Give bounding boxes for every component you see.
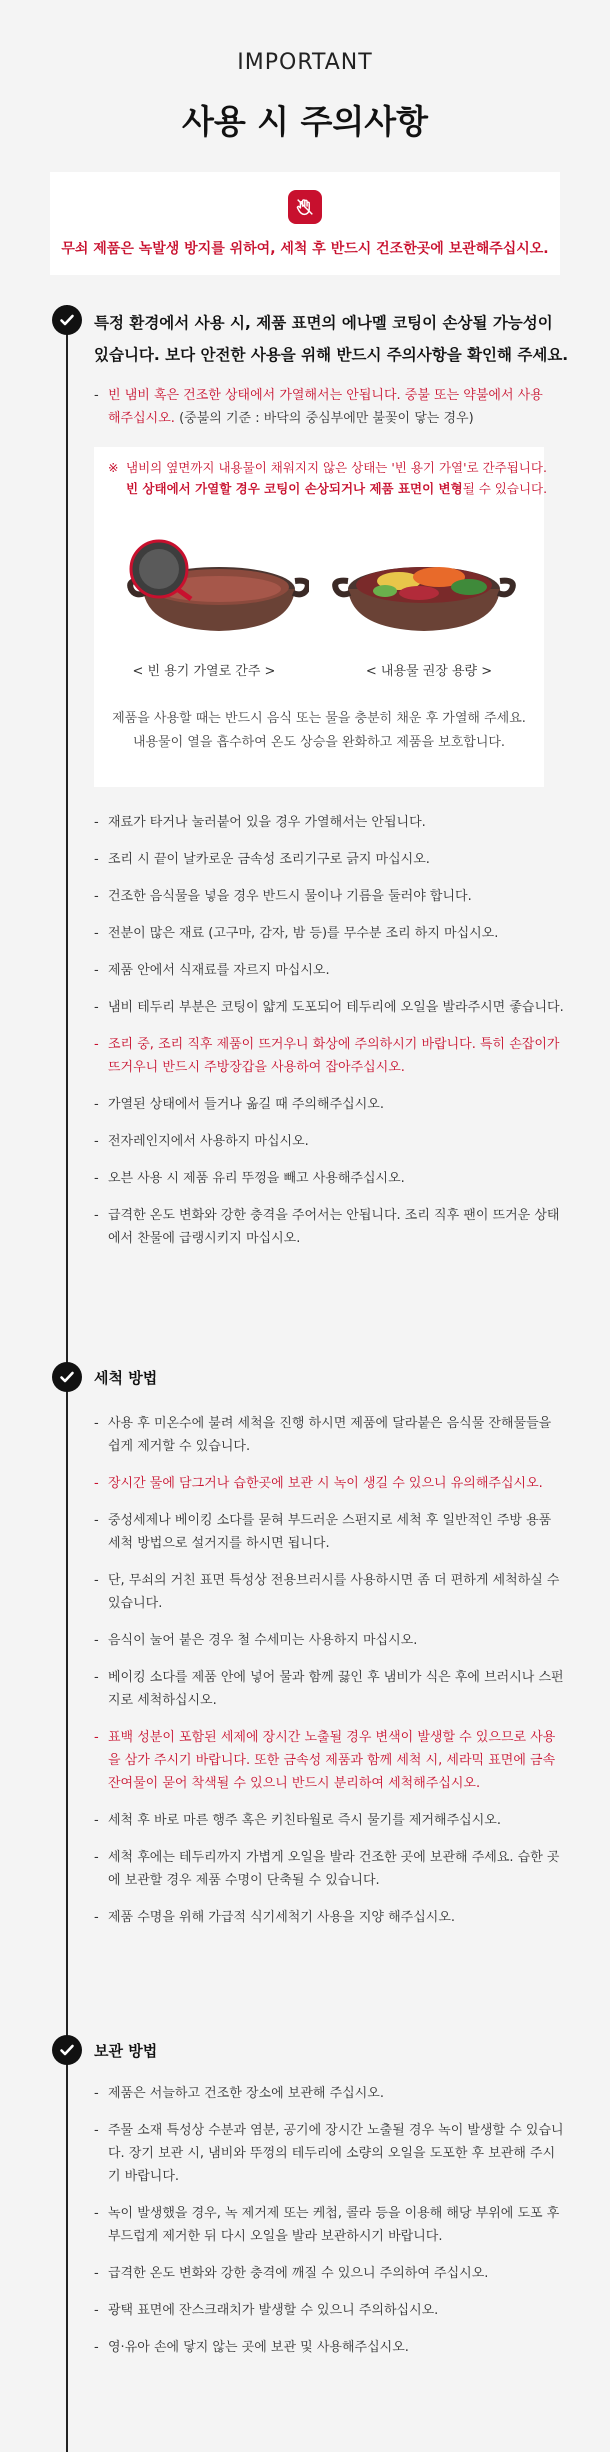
- page-subtitle: IMPORTANT: [237, 50, 373, 75]
- note-text-bold: 빈 상태에서 가열할 경우 코팅이 손상되거나 제품 표면이 변형: [126, 481, 463, 496]
- list-item: - 가열된 상태에서 들거나 옮길 때 주의해주십시오.: [94, 1093, 564, 1116]
- list-item: - 사용 후 미온수에 불려 세척을 진행 하시면 제품에 달라붙은 음식물 잔해물들을 쉽게 제거할 수 있습니다.: [94, 1412, 564, 1458]
- section-heading-caution: [94, 307, 574, 371]
- list-item: - 오븐 사용 시 제품 유리 뚜껑을 빼고 사용해주십시오.: [94, 1167, 564, 1190]
- list-item-text: (중불의 기준 : 바닥의 중심부에만 불꽃이 닿는 경우): [174, 411, 474, 426]
- filled-pan-image: [329, 537, 519, 637]
- note-text: 될 수 있습니다.: [462, 481, 548, 496]
- section-heading-line: 특정 환경에서 사용 시, 제품 표면의 에나멜 코팅이 손상될 가능성이: [94, 314, 553, 332]
- list-item: [94, 384, 554, 430]
- note-text: 냄비의 옆면까지 내용물이 채워지지 않은 상태는 '빈 용기 가열'로 간주됩니다.: [126, 460, 547, 475]
- list-item-red-text: 빈 냄비 혹은 건조한 상태에서 가열해서는 안됩니다. 중불 또는 약불에서 사용해주십시오.: [108, 388, 543, 426]
- section-heading-cleaning: 세척 방법: [94, 1369, 158, 1387]
- storage-list: [94, 2082, 564, 2373]
- list-item: - 중성세제나 베이킹 소다를 묻혀 부드러운 스펀지로 세척 후 일반적인 주방 용품 세척 방법으로 설거지를 하시면 됩니다.: [94, 1509, 564, 1555]
- notice-text: 무쇠 제품은 녹발생 방지를 위하여, 세척 후 반드시 건조한곳에 보관해주십시오.: [61, 241, 549, 257]
- list-item: - 주물 소재 특성상 수분과 염분, 공기에 장시간 노출될 경우 녹이 발생할 수 있습니다. 장기 보관 시, 냄비와 뚜껑의 테두리에 소량의 오일을 도포한 후 보관해 주시기 바랍니다.: [94, 2119, 564, 2188]
- list-item: - 냄비 테두리 부분은 코팅이 얇게 도포되어 테두리에 오일을 발라주시면 좋습니다.: [94, 996, 564, 1019]
- caution-list: [94, 811, 564, 1264]
- caption-empty: < 빈 용기 가열로 간주 >: [132, 664, 276, 679]
- list-item: - 급격한 온도 변화와 강한 충격을 주어서는 안됩니다. 조리 직후 팬이 뜨거운 상태에서 찬물에 급랭시키지 마십시오.: [94, 1204, 564, 1250]
- list-item: - 세척 후에는 테두리까지 가볍게 오일을 발라 건조한 곳에 보관해 주세요. 습한 곳에 보관할 경우 제품 수명이 단축될 수 있습니다.: [94, 1846, 564, 1892]
- list-item: - 재료가 타거나 눌러붙어 있을 경우 가열해서는 안됩니다.: [94, 811, 564, 834]
- check-icon: [52, 2035, 82, 2065]
- note-mark: ※: [108, 460, 119, 475]
- list-item: - 세척 후 바로 마른 행주 혹은 키친타월로 즉시 물기를 제거해주십시오.: [94, 1809, 564, 1832]
- list-item: - 조리 시 끝이 날카로운 금속성 조리기구로 긁지 마십시오.: [94, 848, 564, 871]
- hand-stop-icon: [288, 190, 322, 224]
- list-item: - 전자레인지에서 사용하지 마십시오.: [94, 1130, 564, 1153]
- list-item: - 녹이 발생했을 경우, 녹 제거제 또는 케첩, 콜라 등을 이용해 해당 부위에 도포 후 부드럽게 제거한 뒤 다시 오일을 발라 보관하시기 바랍니다.: [94, 2202, 564, 2248]
- page-title: 사용 시 주의사항: [181, 102, 429, 141]
- list-item: - 조리 중, 조리 직후 제품이 뜨거우니 화상에 주의하시기 바랍니다. 특히 손잡이가 뜨거우니 반드시 주방장갑을 사용하여 잡아주십시오.: [94, 1033, 564, 1079]
- empty-heating-info-box: [94, 447, 548, 787]
- caption-recommended: < 내용물 권장 용량 >: [365, 664, 493, 679]
- list-item: - 표백 성분이 포함된 세제에 장시간 노출될 경우 변색이 발생할 수 있으므로 사용을 삼가 주시기 바랍니다. 또한 금속성 제품과 함께 세척 시, 세라믹 표면에 금속 잔여물이 묻어 착색될 수 있으니 반드시 분리하여 세척해주십시오.: [94, 1726, 564, 1795]
- check-icon: [52, 1362, 82, 1392]
- box-note: [108, 457, 551, 499]
- box-description-line: 제품을 사용할 때는 반드시 음식 또는 물을 충분히 채운 후 가열해 주세요.: [112, 711, 526, 726]
- box-description: [94, 707, 544, 755]
- list-item: - 급격한 온도 변화와 강한 충격에 깨질 수 있으니 주의하여 주십시오.: [94, 2262, 564, 2285]
- list-item: - 전분이 많은 재료 (고구마, 감자, 밤 등)를 무수분 조리 하지 마십시오.: [94, 922, 564, 945]
- box-description-line: 내용물이 열을 흡수하여 온도 상승을 완화하고 제품을 보호합니다.: [132, 735, 506, 750]
- caution-first-list: [94, 384, 554, 444]
- list-item: - 단, 무쇠의 거친 표면 특성상 전용브러시를 사용하시면 좀 더 편하게 세척하실 수 있습니다.: [94, 1569, 564, 1615]
- list-item: - 베이킹 소다를 제품 안에 넣어 물과 함께 끓인 후 냄비가 식은 후에 브러시나 스펀지로 세척하십시오.: [94, 1666, 564, 1712]
- list-item: - 장시간 물에 담그거나 습한곳에 보관 시 녹이 생길 수 있으니 유의해주십시오.: [94, 1472, 564, 1495]
- list-item: - 음식이 눌어 붙은 경우 철 수세미는 사용하지 마십시오.: [94, 1629, 564, 1652]
- section-heading-line: 있습니다. 보다 안전한 사용을 위해 반드시 주의사항을 확인해 주세요.: [94, 346, 569, 364]
- notice-banner: [50, 172, 560, 275]
- check-icon: [52, 305, 82, 335]
- empty-pan-image: [119, 537, 309, 637]
- list-item: - 광택 표면에 잔스크래치가 발생할 수 있으니 주의하십시오.: [94, 2299, 564, 2322]
- list-item: - 제품 수명을 위해 가급적 식기세척기 사용을 지양 해주십시오.: [94, 1906, 564, 1929]
- list-item: - 제품은 서늘하고 건조한 장소에 보관해 주십시오.: [94, 2082, 564, 2105]
- list-item: - 건조한 음식물을 넣을 경우 반드시 물이나 기름을 둘러야 합니다.: [94, 885, 564, 908]
- section-heading-storage: 보관 방법: [94, 2042, 158, 2060]
- cleaning-list: [94, 1412, 564, 1943]
- list-item: - 제품 안에서 식재료를 자르지 마십시오.: [94, 959, 564, 982]
- list-item: - 영·유아 손에 닿지 않는 곳에 보관 및 사용해주십시오.: [94, 2336, 564, 2359]
